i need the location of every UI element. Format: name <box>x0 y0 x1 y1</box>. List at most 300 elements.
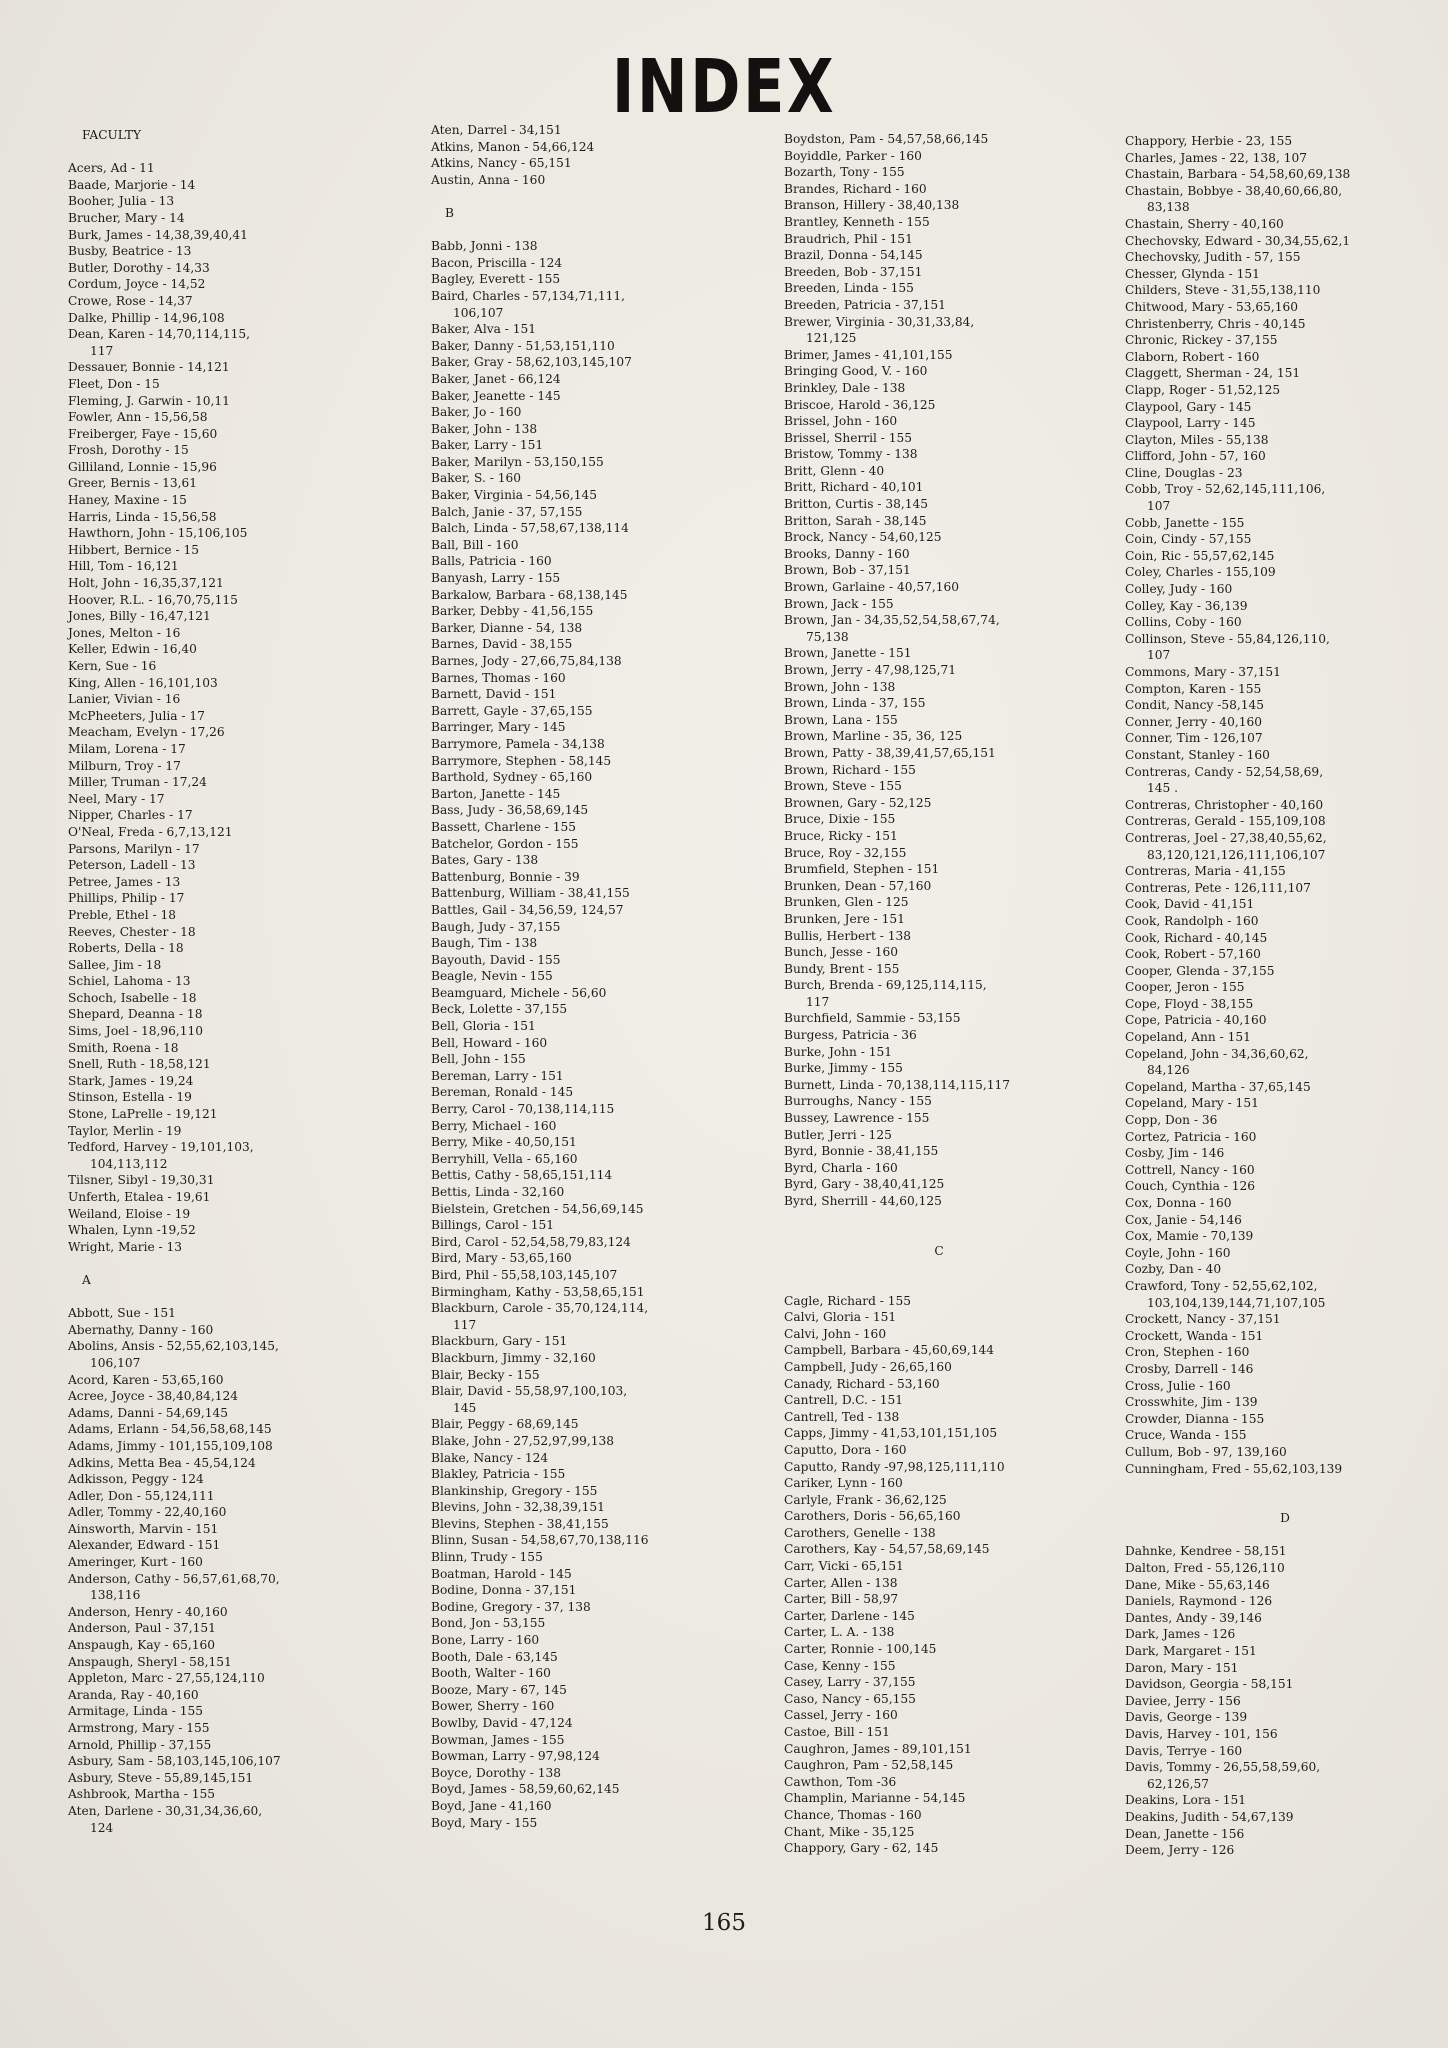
index-entry: Bereman, Larry - 151 <box>431 1068 564 1083</box>
index-entry: Baker, Gray - 58,62,103,145,107 <box>431 355 632 370</box>
index-entry: Copeland, Mary - 151 <box>1125 1096 1259 1111</box>
index-entry: Jones, Billy - 16,47,121 <box>68 609 211 624</box>
index-entry: Shepard, Deanna - 18 <box>68 1007 203 1022</box>
index-entry: Baker, Alva - 151 <box>431 322 537 337</box>
index-entry: Dessauer, Bonnie - 14,121 <box>68 360 230 375</box>
index-entry: Claypool, Larry - 145 <box>1125 416 1256 431</box>
index-entry: Cobb, Troy - 52,62,145,111,106, <box>1125 482 1326 497</box>
index-entry: Copp, Don - 36 <box>1125 1113 1218 1128</box>
index-entry: Fleming, J. Garwin - 10,11 <box>68 393 230 408</box>
index-entry: Brooks, Danny - 160 <box>784 546 910 561</box>
index-entry: Schiel, Lahoma - 13 <box>68 974 191 989</box>
index-entry: Cordum, Joyce - 14,52 <box>68 277 206 292</box>
index-entry: Battenburg, William - 38,41,155 <box>431 886 630 901</box>
index-entry: Blair, Peggy - 68,69,145 <box>431 1417 579 1432</box>
index-entry: Condit, Nancy -58,145 <box>1125 698 1264 713</box>
index-entry: Greer, Bernis - 13,61 <box>68 476 197 491</box>
index-entry: Charles, James - 22, 138, 107 <box>1125 150 1307 165</box>
index-entry: Brunken, Glen - 125 <box>784 895 909 910</box>
index-entry: Brownen, Gary - 52,125 <box>784 795 932 810</box>
index-entry: Whalen, Lynn -19,52 <box>68 1223 196 1238</box>
index-entry: Bristow, Tommy - 138 <box>784 447 918 462</box>
index-entry: Austin, Anna - 160 <box>431 172 546 187</box>
index-entry: Chastain, Bobbye - 38,40,60,66,80, <box>1125 183 1343 198</box>
index-entry: Cope, Floyd - 38,155 <box>1125 996 1254 1011</box>
index-entry: Brock, Nancy - 54,60,125 <box>784 530 942 545</box>
index-entry: Cantrell, D.C. - 151 <box>784 1393 904 1408</box>
index-entry: Commons, Mary - 37,151 <box>1125 665 1281 679</box>
index-entry: Cox, Mamie - 70,139 <box>1125 1229 1254 1244</box>
index-entry: Aranda, Ray - 40,160 <box>68 1687 199 1702</box>
index-entry: Blackburn, Carole - 35,70,124,114, <box>431 1301 649 1316</box>
index-entry: Bower, Sherry - 160 <box>431 1699 555 1714</box>
index-entry: Clifford, John - 57, 160 <box>1125 449 1266 464</box>
index-entry: Bassett, Charlene - 155 <box>431 819 577 834</box>
index-entry: Anderson, Cathy - 56,57,61,68,70, <box>68 1571 280 1586</box>
index-entry: Coley, Charles - 155,109 <box>1125 565 1276 580</box>
index-entry: Carter, L. A. - 138 <box>784 1625 895 1640</box>
index-entry: Fowler, Ann - 15,56,58 <box>68 410 208 425</box>
index-entry: Daron, Mary - 151 <box>1125 1660 1239 1675</box>
index-entry: Colley, Kay - 36,139 <box>1125 598 1248 613</box>
index-entry: Snell, Ruth - 18,58,121 <box>68 1057 211 1072</box>
index-entry: Conner, Jerry - 40,160 <box>1125 714 1262 729</box>
index-entry: Crockett, Nancy - 37,151 <box>1125 1312 1281 1327</box>
index-entry: Blake, John - 27,52,97,99,138 <box>431 1433 615 1448</box>
index-entry: Blinn, Trudy - 155 <box>431 1550 543 1565</box>
index-entry-continuation: 145 . <box>1147 781 1179 796</box>
index-entry: Clayton, Miles - 55,138 <box>1125 432 1269 447</box>
index-entry: Brown, Garlaine - 40,57,160 <box>784 580 959 595</box>
index-entry: Brown, Steve - 155 <box>784 779 902 794</box>
index-entry: Dean, Janette - 156 <box>1125 1826 1245 1841</box>
index-entry: Schoch, Isabelle - 18 <box>68 990 197 1005</box>
index-entry: Hill, Tom - 16,121 <box>68 559 179 574</box>
index-entry: Adkisson, Peggy - 124 <box>68 1472 204 1487</box>
index-entry: Brown, Jan - 34,35,52,54,58,67,74, <box>784 613 1000 628</box>
index-entry: Banyash, Larry - 155 <box>431 571 561 586</box>
index-entry: Cook, Robert - 57,160 <box>1125 947 1261 962</box>
index-entry: Carothers, Kay - 54,57,58,69,145 <box>784 1542 990 1557</box>
index-entry: Batchelor, Gordon - 155 <box>431 836 579 851</box>
index-entry: Bussey, Lawrence - 155 <box>784 1111 930 1126</box>
index-column-1 <box>68 127 398 1836</box>
index-entry: Collins, Coby - 160 <box>1125 615 1242 630</box>
index-entry: Bruce, Ricky - 151 <box>784 828 898 843</box>
index-entry: Chechovsky, Edward - 30,34,55,62,1 <box>1125 233 1351 248</box>
index-entry: Brown, Jack - 155 <box>784 596 894 611</box>
index-entry: Adams, Erlann - 54,56,58,68,145 <box>68 1422 272 1437</box>
index-entry: Bettis, Linda - 32,160 <box>431 1185 565 1199</box>
index-entry: Peterson, Ladell - 13 <box>68 858 196 873</box>
index-entry: Burch, Brenda - 69,125,114,115, <box>784 978 987 993</box>
index-entry: Calvi, Gloria - 151 <box>784 1310 897 1325</box>
index-entry: Brewer, Virginia - 30,31,33,84, <box>784 314 975 329</box>
index-entry: Ainsworth, Marvin - 151 <box>68 1521 219 1536</box>
index-entry: Adler, Don - 55,124,111 <box>68 1488 215 1503</box>
index-entry: Bozarth, Tony - 155 <box>784 165 905 180</box>
spacer <box>784 1276 1094 1293</box>
index-entry: Cullum, Bob - 97, 139,160 <box>1125 1444 1287 1459</box>
index-entry: Barrymore, Stephen - 58,145 <box>431 753 612 768</box>
index-entry: Stone, LaPrelle - 19,121 <box>68 1107 218 1122</box>
index-entry: Cassel, Jerry - 160 <box>784 1708 898 1723</box>
index-entry: Balch, Linda - 57,58,67,138,114 <box>431 521 629 536</box>
index-entry: Blevins, Stephen - 38,41,155 <box>431 1516 609 1531</box>
index-entry: Baker, Danny - 51,53,151,110 <box>431 338 615 353</box>
index-entry: O'Neal, Freda - 6,7,13,121 <box>68 824 233 839</box>
index-entry: Cline, Douglas - 23 <box>1125 465 1243 480</box>
spacer <box>431 188 761 205</box>
index-entry: Britt, Glenn - 40 <box>784 463 885 478</box>
index-entry: Reeves, Chester - 18 <box>68 924 196 939</box>
index-entry: Brunken, Dean - 57,160 <box>784 878 932 893</box>
index-entry-continuation: 117 <box>806 994 830 1009</box>
index-entry: Cortez, Patricia - 160 <box>1125 1129 1257 1144</box>
index-entry: Anspaugh, Sheryl - 58,151 <box>68 1654 232 1669</box>
index-entry: Appleton, Marc - 27,55,124,110 <box>68 1671 265 1686</box>
index-entry: Baker, Marilyn - 53,150,155 <box>431 454 604 469</box>
index-entry: Burke, Jimmy - 155 <box>784 1061 903 1076</box>
index-entry: Byrd, Charla - 160 <box>784 1160 898 1175</box>
index-entry: Berry, Carol - 70,138,114,115 <box>431 1102 615 1117</box>
index-entry: Blake, Nancy - 124 <box>431 1450 549 1465</box>
index-entry: Cox, Donna - 160 <box>1125 1196 1232 1210</box>
index-entry: Cook, Randolph - 160 <box>1125 913 1259 928</box>
index-entry: Blackburn, Jimmy - 32,160 <box>431 1350 596 1365</box>
index-entry: Keller, Edwin - 16,40 <box>68 642 197 657</box>
index-entry: Barker, Dianne - 54, 138 <box>431 620 583 635</box>
index-entry: Brown, Richard - 155 <box>784 762 916 777</box>
index-entry: Bielstein, Gretchen - 54,56,69,145 <box>431 1201 644 1216</box>
index-entry: Barton, Janette - 145 <box>431 786 561 801</box>
index-entry: Compton, Karen - 155 <box>1125 681 1262 696</box>
index-entry: Deakins, Judith - 54,67,139 <box>1125 1809 1294 1824</box>
index-entry: Bacon, Priscilla - 124 <box>431 255 563 270</box>
index-entry: Claborn, Robert - 160 <box>1125 349 1260 364</box>
index-entry: Taylor, Merlin - 19 <box>68 1123 182 1138</box>
section-heading: B <box>445 205 454 220</box>
index-entry-continuation: 106,107 <box>453 305 504 320</box>
index-entry: Cantrell, Ted - 138 <box>784 1409 900 1424</box>
index-entry: Nipper, Charles - 17 <box>68 808 193 823</box>
index-entry: Arnold, Phillip - 37,155 <box>68 1737 212 1752</box>
index-entry: Boyiddle, Parker - 160 <box>784 148 922 163</box>
index-entry: Chastain, Sherry - 40,160 <box>1125 216 1284 231</box>
index-entry: Brissel, Sherril - 155 <box>784 430 913 445</box>
index-entry: Carter, Allen - 138 <box>784 1575 898 1590</box>
index-entry: Dalke, Phillip - 14,96,108 <box>68 310 225 325</box>
index-entry-continuation: 62,126,57 <box>1147 1776 1210 1791</box>
index-entry: Coin, Ric - 55,57,62,145 <box>1125 548 1275 563</box>
section-heading: FACULTY <box>82 128 142 142</box>
index-entry: Beagle, Nevin - 155 <box>431 969 553 984</box>
index-entry: Baker, S. - 160 <box>431 471 521 486</box>
index-entry: Weiland, Eloise - 19 <box>68 1206 191 1221</box>
index-entry: Acers, Ad - 11 <box>68 161 155 176</box>
index-entry: Balch, Janie - 37, 57,155 <box>431 504 583 519</box>
index-entry: Bruce, Roy - 32,155 <box>784 845 907 860</box>
index-column-2 <box>431 122 761 1831</box>
index-entry: Breeden, Patricia - 37,151 <box>784 297 946 312</box>
index-entry: Adams, Danni - 54,69,145 <box>68 1405 228 1420</box>
index-entry: Carothers, Doris - 56,65,160 <box>784 1509 961 1524</box>
index-entry: Asbury, Sam - 58,103,145,106,107 <box>68 1754 281 1769</box>
index-entry: Boyd, Mary - 155 <box>431 1815 538 1830</box>
index-entry: Bayouth, David - 155 <box>431 952 561 967</box>
index-entry: Bowman, James - 155 <box>431 1732 565 1747</box>
index-entry: Dark, Margaret - 151 <box>1125 1644 1257 1659</box>
index-entry: Dean, Karen - 14,70,114,115, <box>68 327 251 342</box>
index-entry: Abernathy, Danny - 160 <box>68 1322 214 1337</box>
index-entry: Barthold, Sydney - 65,160 <box>431 770 593 785</box>
index-entry: Carter, Ronnie - 100,145 <box>784 1642 937 1657</box>
spacer <box>68 144 398 161</box>
index-entry: Battles, Gail - 34,56,59, 124,57 <box>431 902 624 917</box>
index-entry: Childers, Steve - 31,55,138,110 <box>1125 283 1321 298</box>
index-entry: Crosby, Darrell - 146 <box>1125 1361 1254 1376</box>
index-entry: Meacham, Evelyn - 17,26 <box>68 725 225 740</box>
index-entry: Dane, Mike - 55,63,146 <box>1125 1577 1270 1592</box>
index-entry: Abolins, Ansis - 52,55,62,103,145, <box>68 1339 279 1354</box>
index-entry: Bowman, Larry - 97,98,124 <box>431 1749 600 1764</box>
index-entry: Blinn, Susan - 54,58,67,70,138,116 <box>431 1533 649 1548</box>
section-heading: C <box>934 1243 944 1258</box>
index-entry: Booher, Julia - 13 <box>68 194 175 209</box>
index-entry: Armstrong, Mary - 155 <box>68 1721 210 1735</box>
index-entry: Cobb, Janette - 155 <box>1125 515 1245 530</box>
index-entry: Caughron, Pam - 52,58,145 <box>784 1758 954 1773</box>
index-entry: Barrymore, Pamela - 34,138 <box>431 736 605 751</box>
index-entry: Phillips, Philip - 17 <box>68 891 185 906</box>
index-entry: Billings, Carol - 151 <box>431 1218 554 1233</box>
index-entry: Bagley, Everett - 155 <box>431 272 561 287</box>
index-entry: Britt, Richard - 40,101 <box>784 480 924 495</box>
index-entry: Daniels, Raymond - 126 <box>1125 1594 1273 1609</box>
index-entry: Bone, Larry - 160 <box>431 1633 540 1648</box>
index-entry: Byrd, Sherrill - 44,60,125 <box>784 1194 942 1208</box>
index-entry: Deem, Jerry - 126 <box>1125 1843 1235 1858</box>
index-entry: Bird, Carol - 52,54,58,79,83,124 <box>431 1234 631 1249</box>
index-entry: Hibbert, Bernice - 15 <box>68 542 199 557</box>
index-entry: Castoe, Bill - 151 <box>784 1725 890 1739</box>
spacer <box>1125 1477 1445 1494</box>
index-entry: Chastain, Barbara - 54,58,60,69,138 <box>1125 167 1351 182</box>
index-entry-continuation: 117 <box>90 343 114 358</box>
index-entry: Abbott, Sue - 151 <box>68 1306 176 1321</box>
index-entry: Lanier, Vivian - 16 <box>68 692 181 707</box>
index-entry: Dark, James - 126 <box>1125 1627 1236 1642</box>
spacer <box>784 1226 1094 1243</box>
index-entry: Brown, Patty - 38,39,41,57,65,151 <box>784 745 996 760</box>
index-entry: Barnes, Thomas - 160 <box>431 670 566 685</box>
index-entry: Burgess, Patricia - 36 <box>784 1028 917 1043</box>
index-entry: Milam, Lorena - 17 <box>68 741 186 756</box>
index-entry: Blackburn, Gary - 151 <box>431 1334 568 1349</box>
index-entry: Bundy, Brent - 155 <box>784 961 900 976</box>
index-entry: Hawthorn, John - 15,106,105 <box>68 526 248 541</box>
index-entry: Petree, James - 13 <box>68 874 181 889</box>
index-entry: Claypool, Gary - 145 <box>1125 399 1252 414</box>
index-entry: Cosby, Jim - 146 <box>1125 1146 1225 1161</box>
index-entry: Adkins, Metta Bea - 45,54,124 <box>68 1455 256 1470</box>
index-entry: Balls, Patricia - 160 <box>431 554 552 569</box>
index-entry: Bird, Mary - 53,65,160 <box>431 1251 572 1266</box>
index-entry: Babb, Jonni - 138 <box>431 239 538 254</box>
index-entry: Davis, Terrye - 160 <box>1125 1743 1243 1758</box>
index-entry: Gilliland, Lonnie - 15,96 <box>68 459 217 474</box>
index-entry: Beck, Lolette - 37,155 <box>431 1002 568 1017</box>
index-entry: Bodine, Donna - 37,151 <box>431 1583 577 1598</box>
index-entry: Collinson, Steve - 55,84,126,110, <box>1125 631 1330 646</box>
index-entry: Wright, Marie - 13 <box>68 1239 183 1254</box>
index-entry: Canady, Richard - 53,160 <box>784 1376 940 1391</box>
index-entry: Capps, Jimmy - 41,53,101,151,105 <box>784 1426 998 1441</box>
index-entry: Conner, Tim - 126,107 <box>1125 731 1263 746</box>
index-entry: Coyle, John - 160 <box>1125 1245 1231 1260</box>
index-entry: Brucher, Mary - 14 <box>68 210 185 225</box>
index-entry: Baker, Janet - 66,124 <box>431 371 561 386</box>
index-entry: Boyd, James - 58,59,60,62,145 <box>431 1782 620 1797</box>
index-entry: Preble, Ethel - 18 <box>68 907 177 922</box>
index-entry: Brunken, Jere - 151 <box>784 911 905 926</box>
index-entry: Butler, Dorothy - 14,33 <box>68 260 210 275</box>
index-entry: Berry, Mike - 40,50,151 <box>431 1135 577 1150</box>
index-entry: Cron, Stephen - 160 <box>1125 1345 1250 1360</box>
index-entry: Beamguard, Michele - 56,60 <box>431 985 607 1000</box>
index-entry: Brissel, John - 160 <box>784 414 898 429</box>
index-entry: Copeland, John - 34,36,60,62, <box>1125 1046 1309 1061</box>
index-entry: Deakins, Lora - 151 <box>1125 1793 1247 1808</box>
index-entry: Brown, Marline - 35, 36, 125 <box>784 729 963 744</box>
index-entry: Contreras, Joel - 27,38,40,55,62, <box>1125 830 1327 845</box>
index-entry: Cariker, Lynn - 160 <box>784 1476 903 1491</box>
index-entry: Champlin, Marianne - 54,145 <box>784 1791 966 1806</box>
index-entry-continuation: 138,116 <box>90 1588 141 1603</box>
index-entry: Burroughs, Nancy - 155 <box>784 1094 932 1109</box>
index-entry: Brown, Jerry - 47,98,125,71 <box>784 663 957 677</box>
index-entry: Aten, Darlene - 30,31,34,36,60, <box>68 1803 263 1818</box>
index-entry: Neel, Mary - 17 <box>68 791 165 806</box>
index-entry-continuation: 106,107 <box>90 1355 141 1370</box>
index-entry: Crowder, Dianna - 155 <box>1125 1411 1265 1426</box>
index-entry: Coin, Cindy - 57,155 <box>1125 532 1252 547</box>
index-entry: Davis, George - 139 <box>1125 1710 1248 1725</box>
index-entry: Blair, Becky - 155 <box>431 1367 540 1382</box>
index-entry: Cook, David - 41,151 <box>1125 897 1255 912</box>
index-entry: Cunningham, Fred - 55,62,103,139 <box>1125 1461 1343 1476</box>
index-entry: Sims, Joel - 18,96,110 <box>68 1024 204 1039</box>
index-entry: Barrett, Gayle - 37,65,155 <box>431 703 593 718</box>
index-entry: Frosh, Dorothy - 15 <box>68 443 189 458</box>
index-entry: Branson, Hillery - 38,40,138 <box>784 198 960 213</box>
spacer <box>68 1255 398 1272</box>
index-entry: Crockett, Wanda - 151 <box>1125 1328 1264 1343</box>
index-entry: Brantley, Kenneth - 155 <box>784 214 930 229</box>
index-entry: Butler, Jerri - 125 <box>784 1127 892 1142</box>
index-entry: Brimer, James - 41,101,155 <box>784 347 953 362</box>
index-entry: Cope, Patricia - 40,160 <box>1125 1013 1267 1028</box>
index-entry: Adams, Jimmy - 101,155,109,108 <box>68 1438 273 1453</box>
index-entry: Barnett, David - 151 <box>431 687 557 702</box>
index-entry: Blevins, John - 32,38,39,151 <box>431 1500 605 1515</box>
index-entry: Burnett, Linda - 70,138,114,115,117 <box>784 1077 1011 1092</box>
index-entry: Chappory, Herbie - 23, 155 <box>1125 134 1293 148</box>
index-entry-continuation: 107 <box>1147 499 1171 514</box>
section-heading: A <box>82 1272 91 1287</box>
index-entry: Hoover, R.L. - 16,70,75,115 <box>68 592 238 607</box>
index-entry: Smith, Roena - 18 <box>68 1040 179 1055</box>
index-entry: Fleet, Don - 15 <box>68 376 160 391</box>
index-entry-continuation: 104,113,112 <box>90 1156 168 1171</box>
index-entry: Breeden, Bob - 37,151 <box>784 264 923 279</box>
index-entry: Davis, Tommy - 26,55,58,59,60, <box>1125 1760 1321 1775</box>
index-entry: Brown, Linda - 37, 155 <box>784 696 926 711</box>
index-entry: Bereman, Ronald - 145 <box>431 1085 574 1100</box>
index-entry: Byrd, Gary - 38,40,41,125 <box>784 1177 945 1192</box>
index-entry-continuation: 103,104,139,144,71,107,105 <box>1147 1295 1326 1310</box>
index-entry: Carothers, Genelle - 138 <box>784 1525 936 1540</box>
index-entry: Bullis, Herbert - 138 <box>784 928 912 943</box>
index-column-3 <box>784 131 1094 1857</box>
index-entry: Chappory, Gary - 62, 145 <box>784 1841 939 1856</box>
index-entry: Booth, Dale - 63,145 <box>431 1649 558 1664</box>
index-entry: Tilsner, Sibyl - 19,30,31 <box>68 1173 215 1188</box>
index-entry: Claggett, Sherman - 24, 151 <box>1125 366 1301 381</box>
index-entry: Anderson, Paul - 37,151 <box>68 1621 216 1636</box>
index-entry: Atkins, Manon - 54,66,124 <box>431 139 595 154</box>
index-entry-continuation: 117 <box>453 1317 477 1332</box>
index-entry: Crawford, Tony - 52,55,62,102, <box>1125 1278 1318 1293</box>
index-entry: Carter, Darlene - 145 <box>784 1608 915 1623</box>
index-entry: Bell, Howard - 160 <box>431 1035 548 1050</box>
index-entry: Anderson, Henry - 40,160 <box>68 1604 228 1619</box>
index-entry: Unferth, Etalea - 19,61 <box>68 1190 211 1204</box>
index-entry: Cagle, Richard - 155 <box>784 1293 912 1308</box>
page-title: INDEX <box>611 44 837 130</box>
index-entry: Brazil, Donna - 54,145 <box>784 248 923 263</box>
index-entry: Busby, Beatrice - 13 <box>68 244 192 259</box>
index-entry: Cruce, Wanda - 155 <box>1125 1428 1247 1443</box>
index-entry: Barnes, David - 38,155 <box>431 637 573 652</box>
index-entry: Barker, Debby - 41,56,155 <box>431 604 594 619</box>
index-entry: Brinkley, Dale - 138 <box>784 380 906 395</box>
index-entry: Burke, John - 151 <box>784 1044 893 1059</box>
index-entry: Dalton, Fred - 55,126,110 <box>1125 1561 1285 1576</box>
index-entry: Bettis, Cathy - 58,65,151,114 <box>431 1168 613 1183</box>
index-entry: Constant, Stanley - 160 <box>1125 747 1270 762</box>
spacer <box>784 1210 1094 1227</box>
index-column-4 <box>1125 133 1445 1859</box>
index-entry: Contreras, Gerald - 155,109,108 <box>1125 814 1326 829</box>
index-entry: Parsons, Marilyn - 17 <box>68 841 200 856</box>
index-entry: Brumfield, Stephen - 151 <box>784 862 940 877</box>
index-entry: Atkins, Nancy - 65,151 <box>431 156 572 171</box>
index-entry: Bell, John - 155 <box>431 1052 526 1067</box>
index-entry: Baugh, Judy - 37,155 <box>431 919 561 934</box>
index-entry: Berry, Michael - 160 <box>431 1118 557 1133</box>
index-entry: Cook, Richard - 40,145 <box>1125 930 1268 945</box>
index-entry: Braudrich, Phil - 151 <box>784 231 913 246</box>
index-entry: Campbell, Judy - 26,65,160 <box>784 1359 952 1374</box>
index-entry: Carter, Bill - 58,97 <box>784 1592 899 1607</box>
index-entry-continuation: 84,126 <box>1147 1063 1190 1078</box>
index-entry: Chechovsky, Judith - 57, 155 <box>1125 250 1301 265</box>
index-entry: Baird, Charles - 57,134,71,111, <box>431 288 626 303</box>
index-entry: Caputto, Randy -97,98,125,111,110 <box>784 1459 1005 1474</box>
index-entry-continuation: 145 <box>453 1400 477 1415</box>
index-entry-continuation: 75,138 <box>806 629 849 644</box>
